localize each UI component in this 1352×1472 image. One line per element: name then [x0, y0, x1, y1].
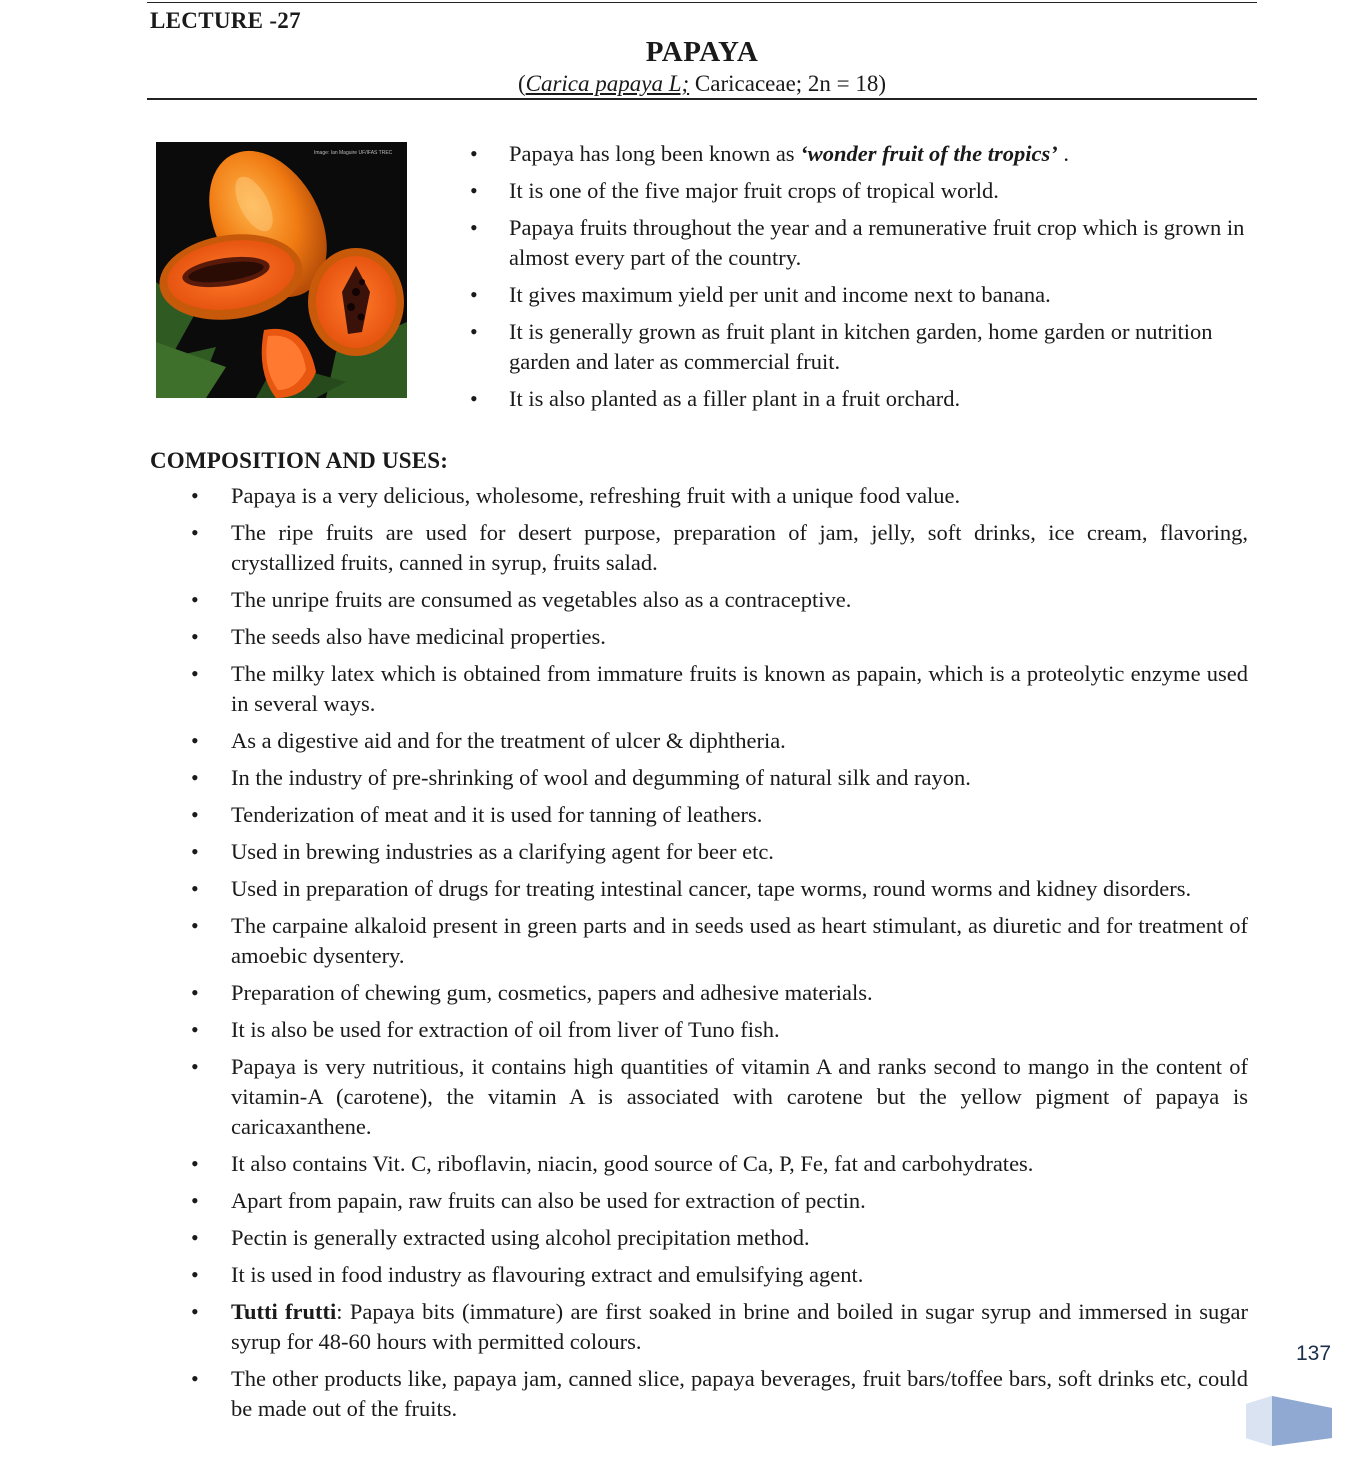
list-item: • It is used in food industry as flavouring extract and emulsifying agent. [186, 1260, 1248, 1290]
intro-item-text: Papaya has long been known as [509, 141, 801, 166]
photo-credit: Image: Ian Maguire UF/IFAS TREC [314, 150, 393, 156]
list-item: • Papaya is a very delicious, wholesome, refreshing fruit with a unique food value. [186, 481, 1248, 511]
list-item [186, 1297, 1248, 1357]
page-subtitle [0, 71, 1352, 97]
list-item: • Apart from papain, raw fruits can also be used for extraction of pectin. [186, 1186, 1248, 1216]
list-item: • It gives maximum yield per unit and income next to banana. [465, 280, 1250, 310]
page-tab-icon [1246, 1396, 1332, 1446]
list-item: • As a digestive aid and for the treatment of ulcer & diphtheria. [186, 726, 1248, 756]
list-item: • It also contains Vit. C, riboflavin, niacin, good source of Ca, P, Fe, fat and carbohydrates. [186, 1149, 1248, 1179]
list-item: • The unripe fruits are consumed as vegetables also as a contraceptive. [186, 585, 1248, 615]
top-rule [147, 2, 1257, 3]
list-item: • It is also be used for extraction of oil from liver of Tuno fish. [186, 1015, 1248, 1045]
list-item: • Used in brewing industries as a clarifying agent for beer etc. [186, 837, 1248, 867]
list-item: • The ripe fruits are used for desert purpose, preparation of jam, jelly, soft drinks, ice cream, flavoring, crystallized fruits, canned in syrup, fruits salad. [186, 518, 1248, 578]
list-item: • The seeds also have medicinal properties. [186, 622, 1248, 652]
list-item: • The milky latex which is obtained from immature fruits is known as papain, which is a proteolytic enzyme used in several ways. [186, 659, 1248, 719]
tutti-frutti-text: : Papaya bits (immature) are first soaked in brine and boiled in sugar syrup and immersed in sugar syrup for 48-60 hours with permitted colours. [231, 1299, 1248, 1354]
page-title: PAPAYA [645, 36, 759, 68]
tutti-frutti-term: Tutti frutti [231, 1299, 337, 1324]
list-item: • The carpaine alkaloid present in green parts and in seeds used as heart stimulant, as diuretic and for treatment of amoebic dysentery. [186, 911, 1248, 971]
papaya-photo [156, 142, 407, 398]
lecture-label: LECTURE -27 [150, 8, 301, 33]
page-number: 137 [1296, 1342, 1332, 1365]
subtitle-rest: Caricaceae; 2n = 18) [689, 71, 887, 96]
title-rule [147, 98, 1257, 100]
list-item: • In the industry of pre-shrinking of wool and degumming of natural silk and rayon. [186, 763, 1248, 793]
list-item: • The other products like, papaya jam, canned slice, papaya beverages, fruit bars/toffee bars, soft drinks etc, could be made out of the fruits. [186, 1364, 1248, 1424]
intro-item-text: . [1057, 141, 1069, 166]
uses-list [186, 481, 1248, 1431]
intro-list [465, 139, 1250, 421]
list-item: • Used in preparation of drugs for treating intestinal cancer, tape worms, round worms and kidney disorders. [186, 874, 1248, 904]
list-item: • Tenderization of meat and it is used for tanning of leathers. [186, 800, 1248, 830]
wonder-fruit-phrase: ‘wonder fruit of the tropics’ [800, 141, 1058, 166]
list-item: • Papaya is very nutritious, it contains high quantities of vitamin A and ranks second to mango in the content of vitamin-A (carotene), the vitamin A is associated with carotene but the yellow pigment of papaya is caricaxanthene. [186, 1052, 1248, 1142]
list-item [465, 139, 1250, 169]
subtitle-open: ( [517, 71, 526, 96]
scientific-name: Carica papaya L; [525, 71, 690, 96]
list-item: • It is generally grown as fruit plant in kitchen garden, home garden or nutrition garden and later as commercial fruit. [465, 317, 1250, 377]
list-item: • Pectin is generally extracted using alcohol precipitation method. [186, 1223, 1248, 1253]
list-item: • Papaya fruits throughout the year and a remunerative fruit crop which is grown in almost every part of the country. [465, 213, 1250, 273]
section-heading: COMPOSITION AND USES: [150, 448, 449, 473]
list-item: • It is one of the five major fruit crops of tropical world. [465, 176, 1250, 206]
list-item: • It is also planted as a filler plant in a fruit orchard. [465, 384, 1250, 414]
list-item: • Preparation of chewing gum, cosmetics, papers and adhesive materials. [186, 978, 1248, 1008]
